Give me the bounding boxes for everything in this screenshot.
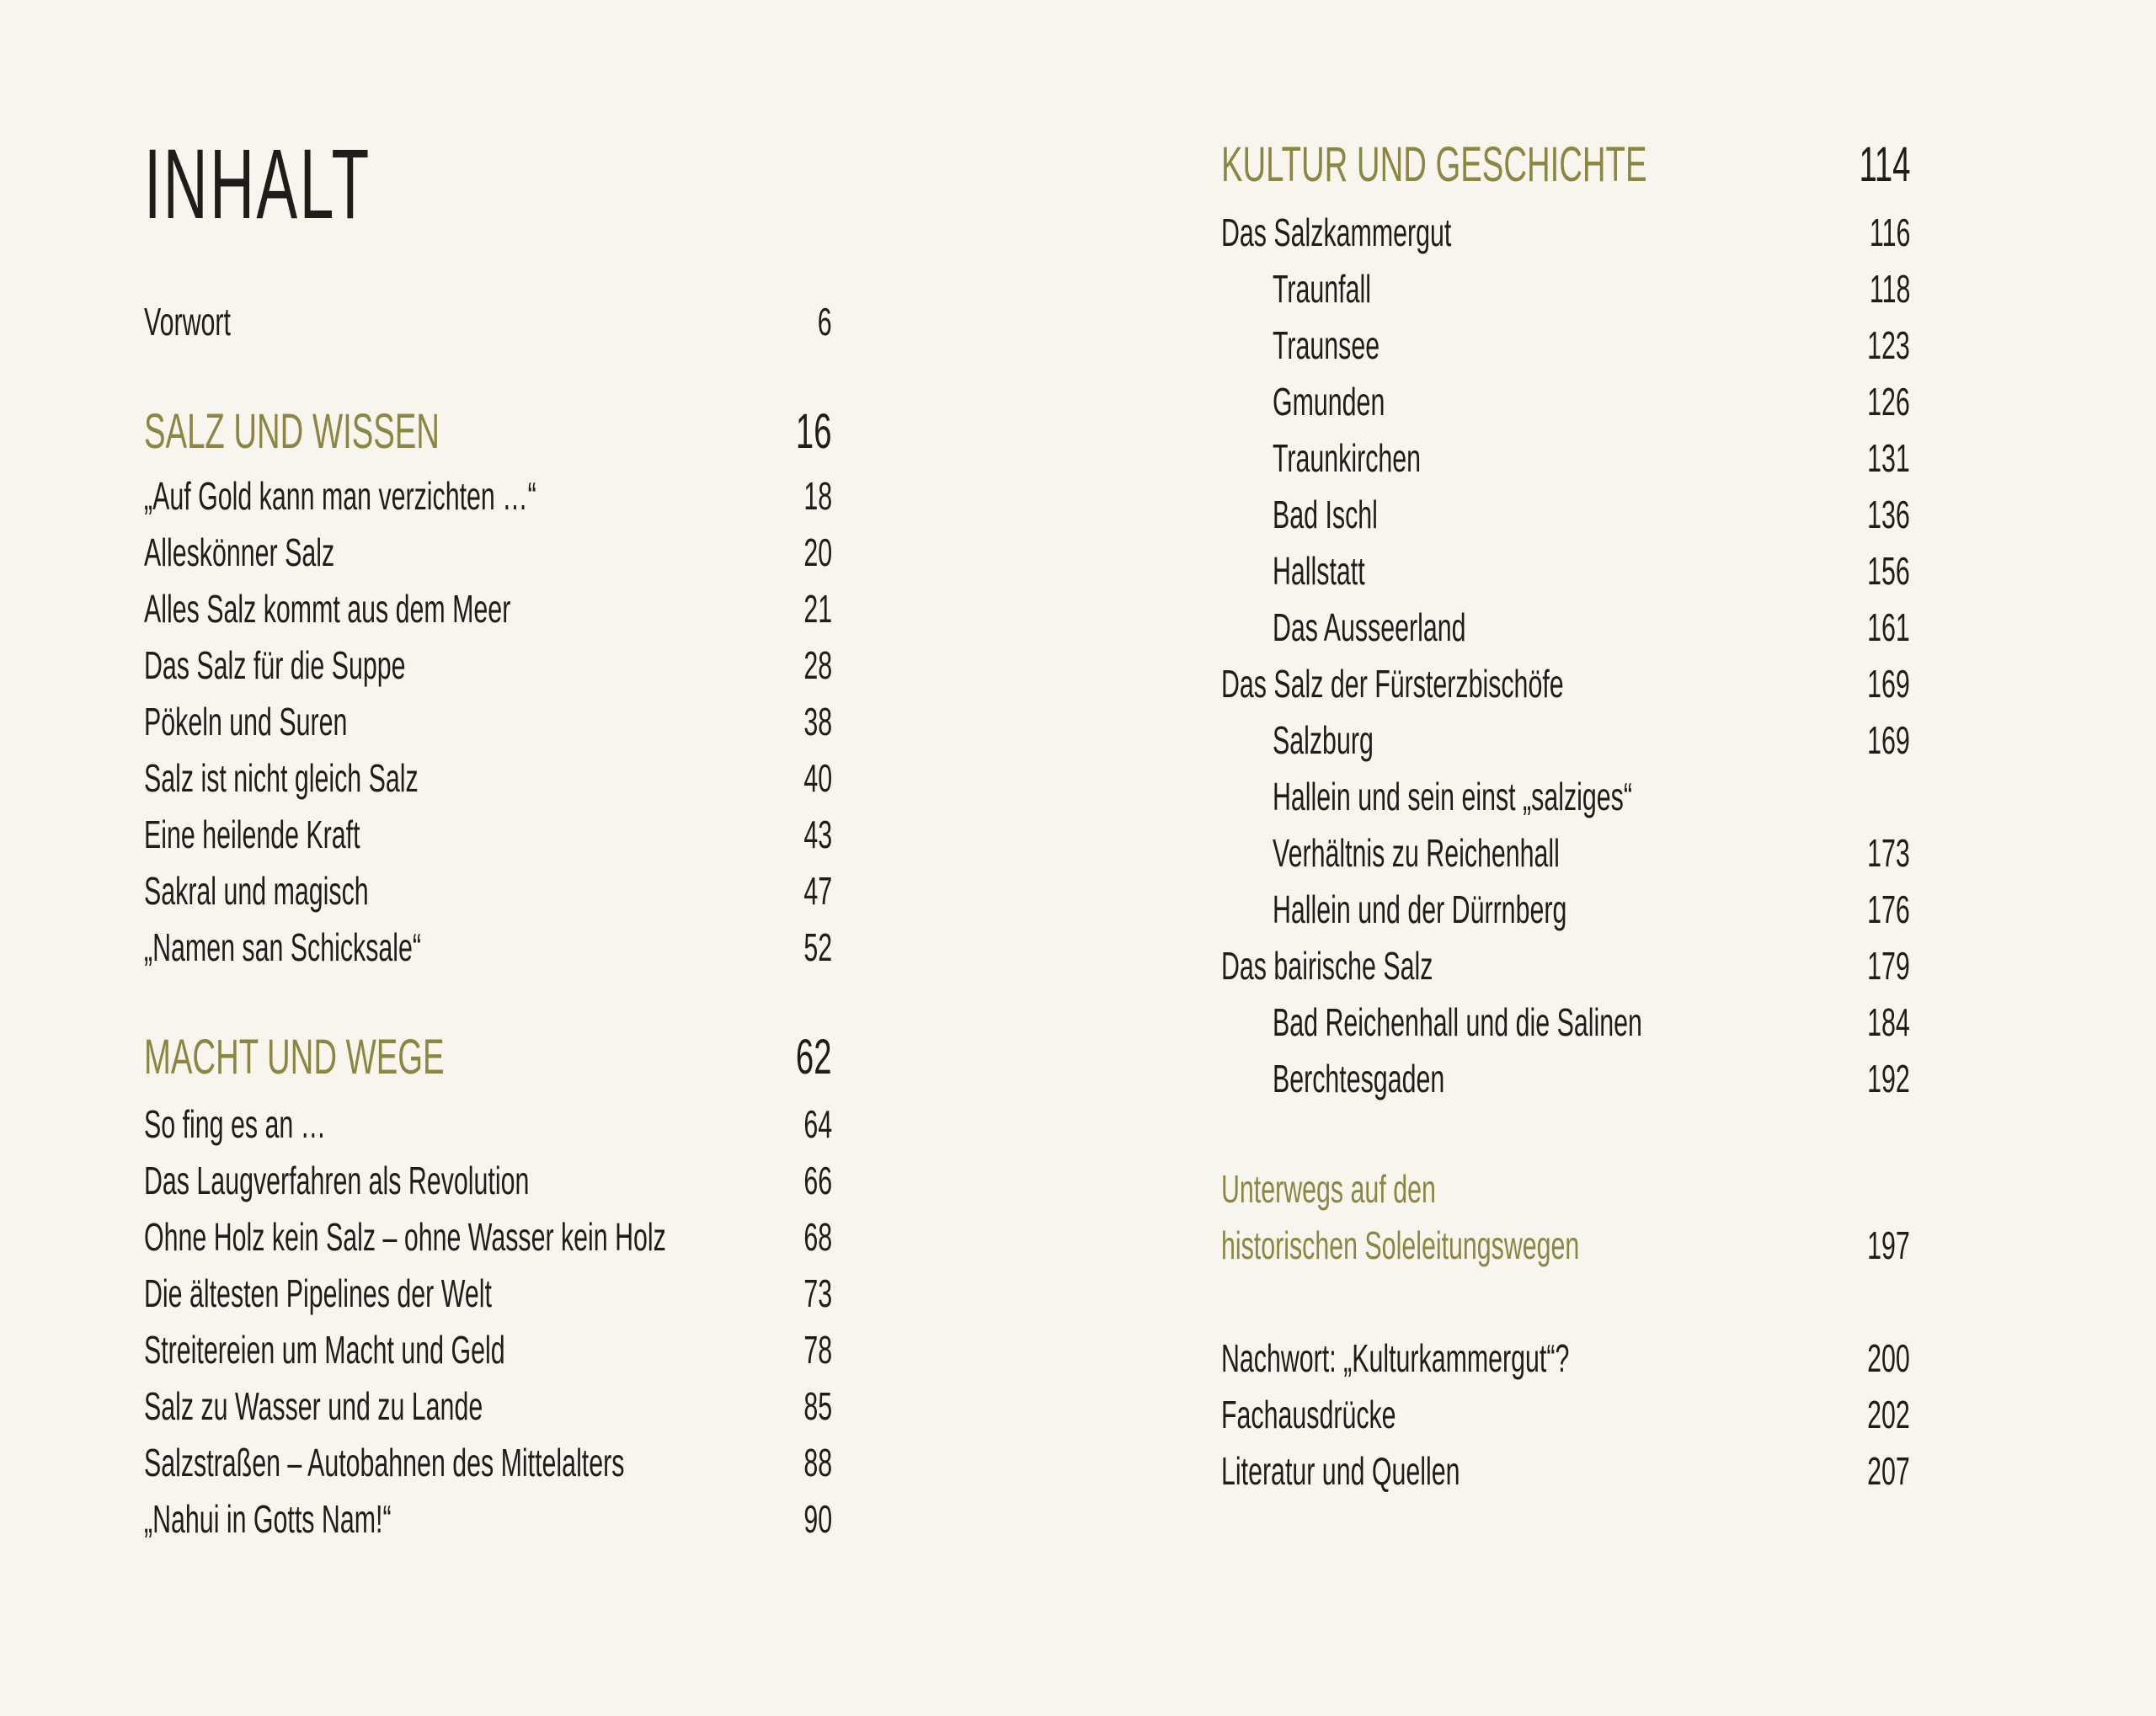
entry-page: 68: [803, 1215, 832, 1259]
entry-label: Bad Reichenhall und die Salinen: [1273, 1000, 1642, 1044]
toc-entry[interactable]: [1221, 261, 1910, 317]
section-heading[interactable]: [1221, 136, 1910, 193]
entry-page: 169: [1867, 718, 1910, 762]
entry-label: historischen Soleleitungswegen: [1221, 1223, 1580, 1267]
entry-label: Fachausdrücke: [1221, 1393, 1396, 1436]
toc-entry[interactable]: [144, 581, 832, 637]
toc-entry[interactable]: [144, 525, 832, 581]
toc-entry[interactable]: [1221, 769, 1910, 825]
entry-label: Gmunden: [1273, 380, 1385, 424]
section-heading-macht[interactable]: [144, 1029, 832, 1085]
entry-page: 28: [803, 643, 832, 687]
entry-label: Vorwort: [144, 300, 231, 344]
entry-page: 116: [1869, 211, 1910, 254]
toc-entry[interactable]: [144, 1378, 832, 1435]
toc-entry[interactable]: [144, 1491, 832, 1548]
section-items-macht: [144, 1096, 832, 1548]
entry-label: Hallstatt: [1273, 549, 1365, 593]
section-page: 16: [796, 404, 832, 459]
page-title: [144, 129, 510, 240]
toc-entry[interactable]: [144, 863, 832, 919]
toc-entry[interactable]: [144, 1209, 832, 1266]
toc-entry[interactable]: [1221, 1330, 1910, 1387]
entry-label: So fing es an …: [144, 1102, 327, 1146]
section-page: 62: [796, 1030, 832, 1084]
entry-page: 207: [1867, 1449, 1910, 1493]
entry-page: 47: [803, 869, 832, 913]
entry-page: 161: [1867, 605, 1910, 649]
entry-label: Das Salzkammergut: [1221, 211, 1452, 254]
entry-page: 21: [803, 587, 832, 631]
entry-page: 118: [1869, 267, 1910, 311]
entry-page: 176: [1867, 887, 1910, 931]
entry-label: Sakral und magisch: [144, 869, 369, 913]
section-title: MACHT UND WEGE: [144, 1030, 445, 1084]
entry-page: 20: [803, 530, 832, 574]
entry-label: Das Salz für die Suppe: [144, 643, 406, 687]
entry-page: 52: [803, 925, 832, 969]
entry-page: 66: [803, 1159, 832, 1202]
entry-page: 169: [1867, 662, 1910, 706]
entry-label: Verhältnis zu Reichenhall: [1273, 831, 1560, 875]
entry-label: Traunkirchen: [1273, 436, 1422, 480]
entry-label: „Nahui in Gotts Nam!“: [144, 1497, 392, 1541]
entry-page: 88: [803, 1441, 832, 1484]
entry-page: 156: [1867, 549, 1910, 593]
back-matter: [1221, 1330, 1910, 1500]
entry-label: Literatur und Quellen: [1221, 1449, 1460, 1493]
toc-vorwort[interactable]: [144, 294, 832, 350]
toc-entry[interactable]: [1221, 656, 1910, 712]
entry-page: 73: [803, 1271, 832, 1315]
entry-page: 18: [803, 474, 832, 518]
entry-label: Das bairische Salz: [1221, 944, 1433, 988]
entry-label: Traunsee: [1273, 323, 1380, 367]
entry-label: Alles Salz kommt aus dem Meer: [144, 587, 511, 631]
section-heading-salz[interactable]: [144, 403, 832, 460]
entry-label: Salz ist nicht gleich Salz: [144, 756, 419, 800]
entry-label: Die ältesten Pipelines der Welt: [144, 1271, 492, 1315]
toc-entry[interactable]: [144, 807, 832, 863]
entry-label: Salzburg: [1273, 718, 1374, 762]
toc-entry[interactable]: [144, 694, 832, 750]
toc-entry[interactable]: [144, 637, 832, 694]
entry-label: „Namen san Schicksale“: [144, 925, 422, 969]
entry-page: 78: [803, 1328, 832, 1372]
entry-label: Hallein und sein einst „salziges“: [1273, 775, 1632, 818]
section-items-salz: [144, 468, 832, 976]
toc-entry[interactable]: [1221, 543, 1910, 600]
toc-entry[interactable]: [144, 1322, 832, 1378]
entry-label: Das Ausseerland: [1273, 605, 1466, 649]
entry-label: Hallein und der Dürrnberg: [1273, 887, 1567, 931]
toc-entry[interactable]: [1221, 430, 1910, 487]
entry-label: Das Salz der Fürsterzbischöfe: [1221, 662, 1564, 706]
entry-label: Bad Ischl: [1273, 493, 1378, 536]
entry-page: 90: [803, 1497, 832, 1541]
entry-page: 64: [803, 1102, 832, 1146]
section-title: KULTUR UND GESCHICHTE: [1221, 137, 1647, 192]
section-items-kultur: [1221, 205, 1910, 1107]
entry-page: 126: [1867, 380, 1910, 424]
entry-label: Streitereien um Macht und Geld: [144, 1328, 505, 1372]
entry-label: Traunfall: [1273, 267, 1371, 311]
entry-page: 136: [1867, 493, 1910, 536]
entry-label: Salzstraßen – Autobahnen des Mittelalters: [144, 1441, 625, 1484]
section-heading[interactable]: [144, 403, 832, 460]
toc-entry[interactable]: [1221, 1051, 1910, 1107]
toc-entry[interactable]: [1221, 825, 1910, 882]
toc-entry[interactable]: [144, 919, 832, 976]
entry-page: 40: [803, 756, 832, 800]
toc-unterwegs[interactable]: [1221, 1161, 1910, 1274]
entry-label: Alleskönner Salz: [144, 530, 335, 574]
toc-entry[interactable]: [1221, 317, 1910, 374]
entry-page: 179: [1867, 944, 1910, 988]
toc-entry[interactable]: [1221, 994, 1910, 1051]
entry-label: Ohne Holz kein Salz – ohne Wasser kein Holz: [144, 1215, 666, 1259]
entry-page: 184: [1867, 1000, 1910, 1044]
toc-entry[interactable]: [1221, 882, 1910, 938]
toc-entry[interactable]: [144, 1435, 832, 1491]
entry-page: 200: [1867, 1336, 1910, 1380]
entry-page: 173: [1867, 831, 1910, 875]
toc-entry[interactable]: [1221, 374, 1910, 430]
entry-label: Pökeln und Suren: [144, 700, 348, 743]
entry-page: 131: [1867, 436, 1910, 480]
toc-entry[interactable]: [1221, 1443, 1910, 1500]
entry-page: 202: [1867, 1393, 1910, 1436]
section-heading[interactable]: [144, 1029, 832, 1085]
toc-entry-line1[interactable]: [1221, 1161, 1910, 1218]
toc-entry[interactable]: [1221, 938, 1910, 994]
entry-label: Unterwegs auf den: [1221, 1167, 1436, 1211]
toc-entry[interactable]: [1221, 1387, 1910, 1443]
toc-entry[interactable]: [144, 1266, 832, 1322]
entry-page: 192: [1867, 1057, 1910, 1100]
entry-label: Salz zu Wasser und zu Lande: [144, 1384, 483, 1428]
section-heading-kultur[interactable]: [1221, 136, 1910, 193]
entry-page: 197: [1867, 1223, 1910, 1267]
entry-label: Berchtesgaden: [1273, 1057, 1445, 1100]
toc-entry[interactable]: [1221, 487, 1910, 543]
entry-page: 6: [818, 300, 832, 344]
toc-entry[interactable]: [144, 1153, 832, 1209]
section-title: SALZ UND WISSEN: [144, 404, 440, 459]
entry-label: Das Laugverfahren als Revolution: [144, 1159, 530, 1202]
entry-page: 43: [803, 813, 832, 856]
toc-entry[interactable]: [144, 294, 832, 350]
entry-label: Nachwort: „Kulturkammergut“?: [1221, 1336, 1570, 1380]
entry-page: 85: [803, 1384, 832, 1428]
toc-entry-line2[interactable]: [1221, 1218, 1910, 1274]
toc-entry[interactable]: [1221, 205, 1910, 261]
toc-entry[interactable]: [1221, 712, 1910, 769]
toc-entry[interactable]: [144, 750, 832, 807]
entry-label: „Auf Gold kann man verzichten …“: [144, 474, 536, 518]
entry-page: 123: [1867, 323, 1910, 367]
page-title-text: INHALT: [144, 129, 371, 240]
entry-label: Eine heilende Kraft: [144, 813, 360, 856]
toc-entry[interactable]: [144, 468, 832, 525]
toc-entry[interactable]: [144, 1096, 832, 1153]
section-page: 114: [1858, 137, 1910, 192]
toc-entry[interactable]: [1221, 600, 1910, 656]
entry-page: 38: [803, 700, 832, 743]
